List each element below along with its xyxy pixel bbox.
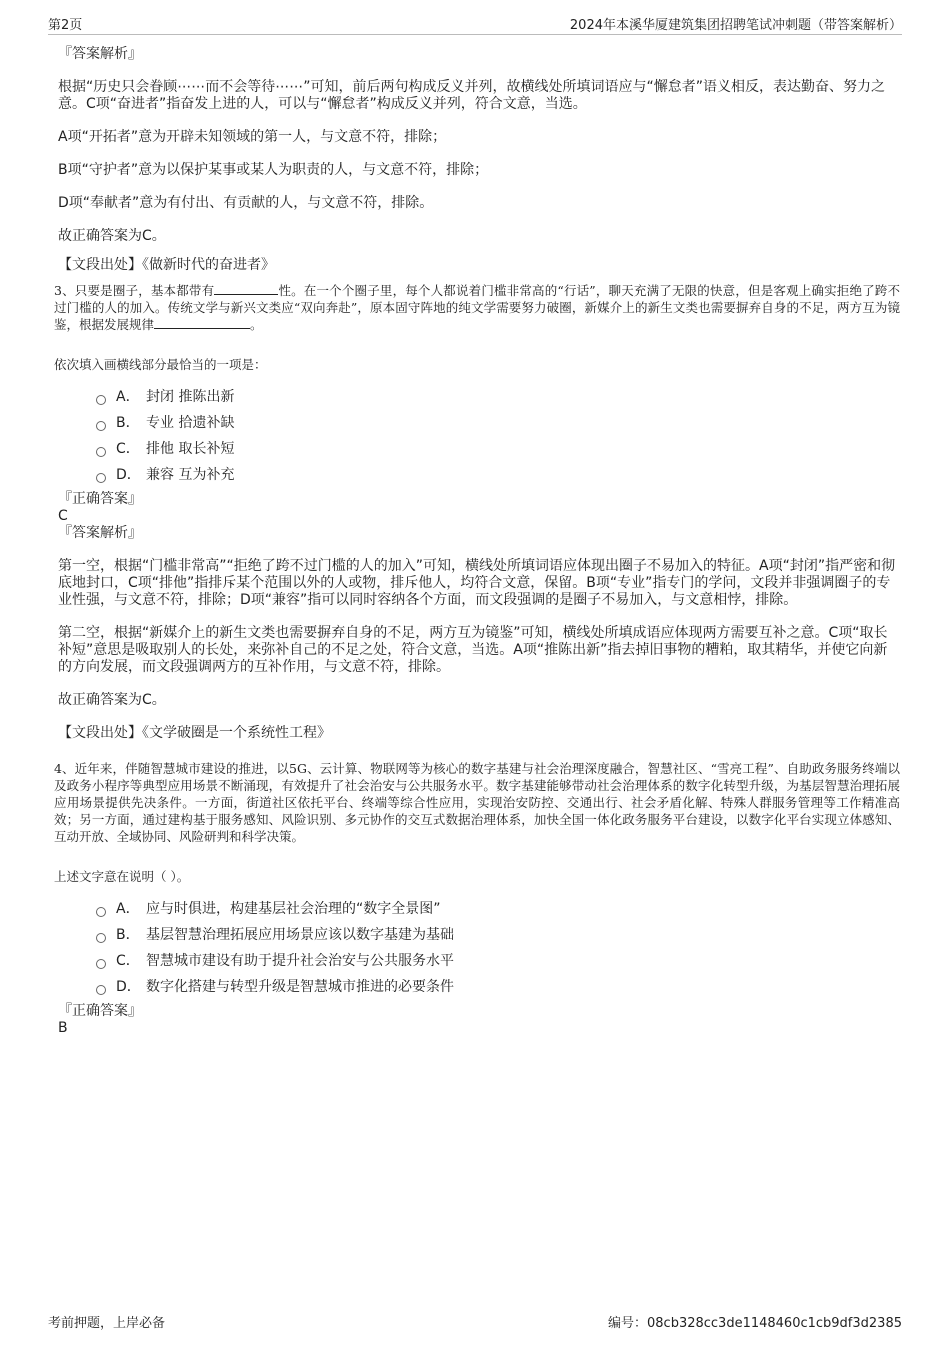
radio-icon[interactable] [96, 985, 106, 995]
option-text: 基层智慧治理拓展应用场景应该以数字基建为基础 [146, 927, 454, 943]
option-b[interactable] [96, 415, 900, 441]
document-id: 编号：08cb328cc3de1148460c1cb9df3d2385 [608, 1316, 902, 1331]
analysis-paragraph: 故正确答案为C。 [58, 228, 166, 244]
document-title: 2024年本溪华厦建筑集团招聘笔试冲刺题（带答案解析） [569, 18, 902, 33]
analysis-paragraph: A项“开拓者”意为开辟未知领域的第一人，与文意不符，排除； [58, 129, 447, 145]
radio-icon[interactable] [96, 395, 106, 405]
analysis-label: 『答案解析』 [58, 46, 142, 62]
source-citation: 【文段出处】《文学破圈是一个系统性工程》 [58, 725, 331, 741]
question-3-text [54, 282, 900, 333]
question-3-part: 性。在一个个圈子里，每个人都说着门槛非常高的“行话”，聊天充满了无限的快意，但是客观上确实拒绝了跨不过门槛的人的加入。传统文学与新兴文类应“双向奔赴”，原本固守阵地的纯文学需要努力破圈，新媒介上的新生文类也需要摒弃自身的不足，两方互为镜鉴，根据发展规律 [54, 283, 900, 332]
prev-analysis [58, 79, 900, 274]
option-c[interactable] [96, 953, 900, 979]
option-text: 数字化搭建与转型升级是智慧城市推进的必要条件 [146, 979, 454, 995]
question-3-part: 。 [250, 317, 263, 332]
radio-icon[interactable] [96, 933, 106, 943]
correct-answer-label: 『正确答案』 [58, 1003, 142, 1019]
fill-blank-1 [214, 282, 278, 295]
question-3-part: 3、只要是圈子，基本都带有 [54, 283, 215, 298]
source-citation: 【文段出处】《做新时代的奋进者》 [58, 257, 275, 273]
analysis-paragraph: B项“守护者”意为以保护某事或某人为职责的人，与文意不符，排除； [58, 162, 489, 178]
page-content [54, 46, 900, 1037]
option-b[interactable] [96, 927, 900, 953]
radio-icon[interactable] [96, 421, 106, 431]
option-key: A． [116, 389, 140, 405]
option-text: 封闭 推陈出新 [146, 389, 235, 405]
option-key: B． [116, 415, 140, 431]
question-4-options [96, 901, 900, 1005]
analysis-paragraph: 根据“历史只会眷顾⋯⋯而不会等待⋯⋯”可知，前后两句构成反义并列，故横线处所填词语应与“懈怠者”语义相反，表达勤奋、努力之意。C项“奋进者”指奋发上进的人，可以与“懈怠者”构成反义并列，符合文意，当选。 [58, 79, 886, 112]
question-3-analysis [58, 558, 900, 742]
option-text: 应与时俱进，构建基层社会治理的“数字全景图” [146, 901, 441, 917]
option-key: D． [116, 979, 141, 995]
analysis-paragraph: 故正确答案为C。 [58, 692, 166, 708]
option-c[interactable] [96, 441, 900, 467]
page-header [48, 14, 902, 35]
page-number: 第2页 [48, 18, 83, 33]
analysis-label: 『答案解析』 [58, 525, 142, 541]
correct-answer: C [58, 508, 68, 524]
option-key: C． [116, 953, 140, 969]
correct-answer-label: 『正确答案』 [58, 491, 142, 507]
option-a[interactable] [96, 901, 900, 927]
radio-icon[interactable] [96, 473, 106, 483]
radio-icon[interactable] [96, 907, 106, 917]
fill-blank-2 [154, 316, 250, 329]
option-text: 专业 拾遗补缺 [146, 415, 235, 431]
option-a[interactable] [96, 389, 900, 415]
radio-icon[interactable] [96, 959, 106, 969]
question-3-stem: 依次填入画横线部分最恰当的一项是： [54, 357, 267, 372]
question-4-stem: 上述文字意在说明（ ）。 [54, 869, 190, 884]
option-text: 兼容 互为补充 [146, 467, 235, 483]
analysis-paragraph: 第二空，根据“新媒介上的新生文类也需要摒弃自身的不足，两方互为镜鉴”可知，横线处所填成语应体现两方需要互补之意。C项“取长补短”意思是吸取别人的长处，来弥补自己的不足之处，符合文意，当选。A项“推陈出新”指去掉旧事物的糟粕，取其精华，并使它向新的方向发展，而文段强调两方的互补作用，与文意不符，排除。 [58, 625, 888, 675]
option-key: D． [116, 467, 141, 483]
question-3-options [96, 389, 900, 493]
option-d[interactable] [96, 467, 900, 493]
option-key: B． [116, 927, 140, 943]
option-key: A． [116, 901, 140, 917]
option-d[interactable] [96, 979, 900, 1005]
option-text: 排他 取长补短 [146, 441, 235, 457]
correct-answer: B [58, 1020, 68, 1036]
analysis-paragraph: 第一空，根据“门槛非常高”“拒绝了跨不过门槛的人的加入”可知，横线处所填词语应体现出圈子不易加入的特征。A项“封闭”指严密和彻底地封口，C项“排他”指排斥某个范围以外的人或物，排斥他人，均符合文意，保留。B项“专业”指专门的学问，文段并非强调圈子的专业性强，与文意不符，排除；D项“兼容”指可以同时容纳各个方面，而文段强调的是圈子不易加入，与文意相悖，排除。 [58, 558, 896, 608]
option-text: 智慧城市建设有助于提升社会治安与公共服务水平 [146, 953, 454, 969]
radio-icon[interactable] [96, 447, 106, 457]
question-4-text: 4、近年来，伴随智慧城市建设的推进，以5G、云计算、物联网等为核心的数字基建与社会治理深度融合，智慧社区、“雪亮工程”、自助政务服务终端以及政务小程序等典型应用场景不断涌现，有效提升了社会治安与公共服务水平。数字基建能够带动社会治理体系的数字化转型升级，为基层智慧治理拓展应用场景提供先决条件。一方面，街道社区依托平台、终端等综合性应用，实现治安防控、交通出行、社会矛盾化解、特殊人群服务管理等工作精准高效；另一方面，通过建构基于服务感知、风险识别、多元协作的交互式数据治理体系，加快全国一体化政务服务平台建设，以数字化平台实现立体感知、互动开放、全域协同、风险研判和科学决策。 [54, 761, 900, 844]
analysis-paragraph: D项“奉献者”意为有付出、有贡献的人，与文意不符，排除。 [58, 195, 434, 211]
option-key: C． [116, 441, 140, 457]
footer-slogan: 考前押题，上岸必备 [48, 1316, 166, 1331]
